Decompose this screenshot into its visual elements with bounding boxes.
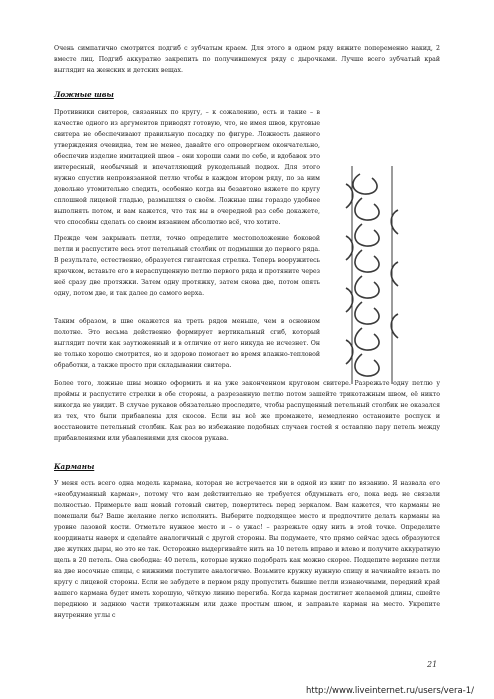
page-number: 21 xyxy=(427,660,438,669)
false-seams-paragraph-1: Противники свитеров, связанных по кругу, – к сожалению, есть и такие – в качестве одного из аргументов приводят готовую, что, не имея швов, круговые свитера не обеспечивают правильную посадку по фигуре. Ложность данного утверждения очевидна, тем не менее, давайте его опровергнем окончательно, обеспечив изделие имитацией швов – они хороши сами по себе, и вдобавок это интересный, необычный и впечатляющий рукодельный подвох. Для этого нужно спустив непровязанной петлю чтобы в каждом втором ряду, по за ним довольно утомительно следить, особенно когда вы безавтоно вяжете по кругу сплошной лицевой гладью, размышляя о своём. Ложные швы гораздо удобнее выполнять потом, и вам кажется, что так вы в очередной раз себе докажете, что способны сделать со своим вязанием абсолютно всё, что хотите. xyxy=(54,109,320,226)
chain-seam-illustration-icon xyxy=(342,164,402,386)
section-heading-pockets: Карманы xyxy=(54,462,95,471)
false-seams-paragraph-4: Более того, ложные швы можно оформить и на уже законченном круговом свитере. Разрежьте одну петлю у проймы и распустите стрелки в обе стороны, а разрезанную петлю потом зашейте трикотажным швом, её никто никогда не увидит. В случае рукавов обязательно проследите, чтобы распущенный петельный столбик не оказался из тех, что были прибавлены для скосов. Если вы всё же промажете, немедленно остановите роспуск и восстановите петельный столбик. Как раз во избежание подобных случаев гостей я оставляю пару петель между прибавлениями или убавлениями для скосов рукава. xyxy=(54,380,440,442)
intro-paragraph: Очень симпатично смотрится подгиб с зубчатым краем. Для этого в одном ряду вяжите попеременно накид, 2 вместе лиц. Подгиб аккуратно закрепить по получившемуся ряду с дырочками. Лучше всего зубчатый край выглядит на женских и детских вещах. xyxy=(54,45,440,74)
pockets-paragraph-1: У меня есть всего одна модель кармана, которая не встречается ни в одной из книг по вязанию. Я назвала его «необдуманный карман», потому что вам действительно не требуется обдумывать его, пока ведь не связали полностью. Примерьте ваш новый готовый свитер, повертитесь перед зеркалом. Вам кажется, что карманы не помешали бы? Ваше желание легко исполнить. Выберите подходящее место и предпочтите делать карманы на уровне лазовой кости. Отметьте нужное место и – о ужас! – разрежьте одну нить в этой точке. Определите координаты наверх и сделайте аналогичный с другой стороны. Вы подумаете, что прямо сейчас здесь образуются две жутких дыры, но это не так. Осторожно выдергивайте нить на 10 петель вправо и влево и получите аккуратную щель в 20 петель. Она свободна: 40 петель, которые нужно подобрать как можно скорее. Подцепите верхние петли на две носочные спицы, с нижними поступите аналогично. Возьмите кружку нужную спицу и начинайте вязать по кругу с лицевой стороны. Если не забудете в первом ряду пропустить бывшие петли изнаночными, передний край вашего кармана будет иметь хорошую, чёткую линию перегиба. Когда карман достигнет желаемой длины, сшейте переднюю и заднюю части трикотажным или даже простым швом, и заправьте карман на место. Укрепите внутренние углы с xyxy=(54,480,440,619)
section-heading-false-seams: Ложные швы xyxy=(54,90,114,99)
false-seams-paragraph-3: Таким образом, в шве окажется на треть рядов меньше, чем в основном полотне. Это весьма действенно формирует вертикальный сгиб, который выглядит почти как заутюженный и в отличие от него никуда не исчезнет. Он не только хорошо смотрится, но и здорово помогает во время влажно-тепловой обработки, а также просто при складывании свитера. xyxy=(54,318,320,369)
false-seams-paragraph-2: Прежде чем закрывать петли, точно определите местоположение боковой петли и распустите весь этот петельный столбик от подмышки до первого ряда. В результате, естественно, образуется гигантская стрелка. Теперь вооружитесь крючком, вставьте его в нераспущенную петлю первого ряда и протяните через неё сразу две протяжки. Затем одну протяжку, затем снова две, потом опять одну, потом две, и так далее до самого верха. xyxy=(54,235,320,297)
footer-url[interactable]: http://www.liveinternet.ru/users/vera-1/ xyxy=(306,686,474,696)
